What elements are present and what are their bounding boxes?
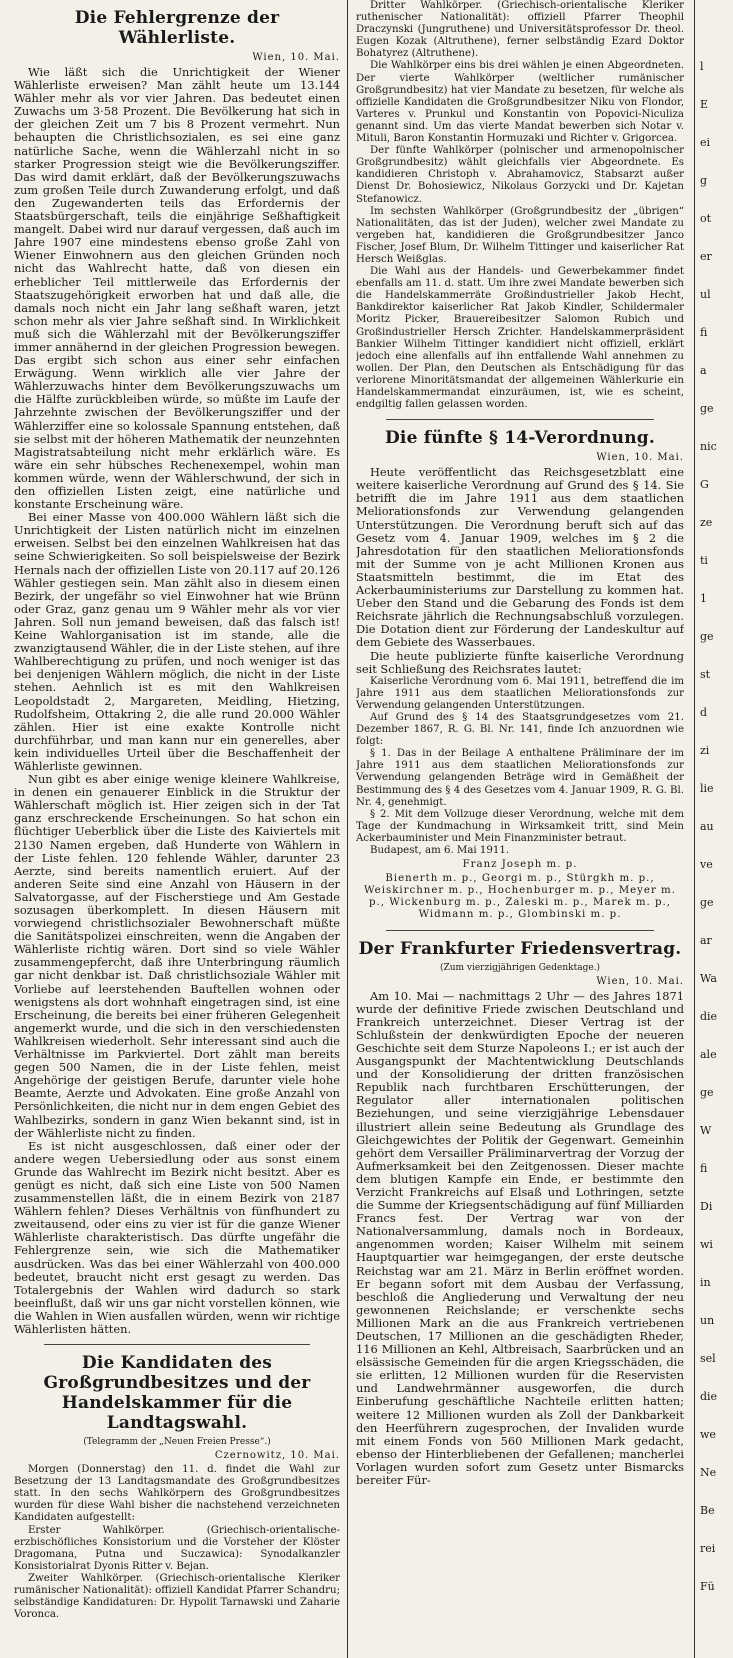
paragraph: Im sechsten Wahlkörper (Großgrundbesitz der „übrigen“ Nationalitäten, das ist der Juden), welcher zwei Mandate zu vergeben hat, kandidieren die Großgrundbesitzer Janco Fischer, Josef Blum, Dr. Wilhelm Tittinger und kaiserlicher Rat Hersch Weißglas. bbox=[356, 205, 684, 265]
clipped-text-fragment: sel bbox=[700, 1352, 716, 1365]
clipped-text-fragment: zi bbox=[700, 744, 710, 757]
article-kandidaten-continued bbox=[356, 0, 684, 411]
dateline: Wien, 10. Mai. bbox=[596, 452, 684, 464]
paragraph: Morgen (Donnerstag) den 11. d. findet die Wahl zur Besetzung der 13 Landtagsmandate des Großgrundbesitzes statt. In den sechs Wahlkörpern des Großgrundbesitzes wurden für diese Wahl bisher die nachstehend verzeichneten Kandidaten aufgestellt: bbox=[14, 1464, 340, 1524]
clipped-text-fragment: un bbox=[700, 1314, 715, 1327]
paragraph: Am 10. Mai — nachmittags 2 Uhr — des Jahres 1871 wurde der definitive Friede zwischen Deutschland und Frankreich unterzeichnet. Dieser Vertrag ist der Schlußstein der denkwürdigten Epoche der neueren Geschichte seit dem Sturze Napoleons I.; er ist auch der Ausgangspunkt der Machtentwicklung Deutschlands und der Konsolidierung der dritten französischen Republik nach furchtbaren Erschütterungen, der Regulator aller internationalen politischen Beziehungen, und seine vierzigjährige Lebensdauer illustriert allein seine Bedeutung als Grundlage des Gleichgewichtes der Politik der Gegenwart. Gemeinhin gehört dem Versailler Präliminarvertrag der Vorzug der Aufmerksamkeit bei den Zeitgenossen. Dieser machte dem blutigen Kampfe ein Ende, er bestimmte den Verzicht Frankreichs auf Elsaß und Lothringen, setzte die Summe der Kriegsentschädigung auf fünf Milliarden Francs fest. Der Vertrag war von der Nationalversammlung, damals noch in Bordeaux, angenommen worden; Kaiser Wilhelm mit seinem Hauptquartier war heimgegangen, der erste deutsche Reichstag war am 21. März in Berlin eröffnet worden. Er begann sofort mit dem Ausbau der Verfassung, beschloß die Angliederung und Verwaltung der neu gewonnenen Reichslande; er verschenkte sechs Millionen Mark an die aus Frankreich vertriebenen Deutschen, 17 Millionen an die geschädigten Rheder, 116 Millionen an Kehl, Altbreisach, Saarbrücken und an elsässische Gemeinden für die argen Kriegsschäden, die sie erlitten, 12 Millionen wurden für die Reservisten und Landwehrmänner ausgeworfen, die durch Einberufung geschäftliche Nachteile erlitten hatten; weitere 12 Millionen wurden als Zoll der Dankbarkeit den Heerführern zugesprochen, der Invaliden wurde mit einem Fonds von 560 Millionen Mark gedacht, ebenso der Hinterbliebenen der Gefallenen; mancherlei Vorlagen wurden sofort zum Gesetz unter Bismarcks bereiter Für- bbox=[356, 988, 684, 1488]
column-rule bbox=[347, 0, 348, 1658]
clipped-text-fragment: we bbox=[700, 1428, 716, 1441]
article-subtitle: (Zum vierzigjährigen Gedenktage.) bbox=[439, 962, 601, 973]
clipped-text-fragment: ti bbox=[700, 554, 708, 567]
clipped-text-fragment: ge bbox=[700, 1086, 714, 1099]
clipped-text-fragment: ale bbox=[700, 1048, 717, 1061]
clipped-text-fragment: ot bbox=[700, 212, 712, 225]
clipped-text-fragment: die bbox=[700, 1010, 718, 1023]
dateline: Czernowitz, 10. Mai. bbox=[214, 1450, 340, 1462]
article-title: Die fünfte § 14-Verordnung. bbox=[384, 428, 656, 449]
paragraph: Heute veröffentlicht das Reichsgesetzblatt eine weitere kaiserliche Verordnung auf Grund des § 14. Sie betrifft die im Jahre 1911 aus dem staatlichen Meliorationsfonds zur Verwendung gelangenden Unterstützungen. Die Verordnung beruft sich auf das Gesetz vom 4. Januar 1909, welches im § 2 die Jahresdotation für den staatlichen Meliorationsfonds mit der Summe von je acht Millionen Kronen aus Staatsmitteln bestimmt, die im Etat des Ackerbauministeriums zur Darstellung zu kommen hat. Ueber den Stand und die Gebarung des Fonds ist dem Reichsrate jährlich die Rechnungsabschluß vorzulegen. Die Dotation dient zur Förderung der Landeskultur auf dem Gebiete des Wasserbaues. bbox=[356, 465, 684, 650]
clipped-text-fragment: g bbox=[700, 174, 708, 187]
clipped-text-fragment: nic bbox=[700, 440, 717, 453]
divider bbox=[386, 419, 654, 420]
clipped-text-fragment: ge bbox=[700, 896, 714, 909]
column-rule bbox=[694, 0, 695, 1658]
clipped-text-fragment: Fü bbox=[700, 1580, 715, 1593]
clipped-text-fragment: ze bbox=[700, 516, 713, 529]
clipped-text-fragment: die bbox=[700, 1390, 718, 1403]
clipped-text-fragment: 1 bbox=[700, 592, 707, 605]
clipped-text-fragment: in bbox=[700, 1276, 711, 1289]
paragraph: § 2. Mit dem Vollzuge dieser Verordnung, welche mit dem Tage der Kundmachung in Wirksamkeit tritt, sind Mein Ackerbauminister und Mein Finanzminister betraut. bbox=[356, 808, 684, 844]
paragraph: Budapest, am 6. Mai 1911. bbox=[370, 845, 510, 856]
clipped-text-fragment: ar bbox=[700, 934, 712, 947]
paragraph: Bei einer Masse von 400.000 Wählern läßt sich die Unrichtigkeit der Listen natürlich nicht im einzelnen erweisen. Selbst bei den einzelnen Wahlkreisen hat das seine Schwierigkeiten. So soll beispielsweise der Bezirk Hernals nach der offiziellen Liste von 20.117 auf 20.126 Wähler gestiegen sein. Man zählt also in diesem einen Bezirk, der ungefähr so viel Einwohner hat wie Brünn oder Graz, ganz genau um 9 Wähler mehr als vor vier Jahren. Soll nun jemand beweisen, daß das falsch ist! Keine Wahlorganisation ist im stande, alle die zwanzigtausend Wähler, die in der Liste stehen, auf ihre Wahlberechtigung zu prüfen, und noch weniger ist das bei denjenigen Wählern möglich, die nicht in der Liste stehen. Aehnlich ist es mit den Wahlkreisen Leopoldstadt 2, Margareten, Meidling, Hietzing, Rudolfsheim, Ottakring 2, die alle rund 20.000 Wähler zählen. Hier ist eine exakte Kontrolle nicht durchführbar, und man kann nur ein generelles, aber kein individuelles Urteil über die Beschaffenheit der Wählerliste gewinnen. bbox=[14, 510, 340, 773]
clipped-text-fragment: Be bbox=[700, 1504, 715, 1517]
clipped-text-fragment: au bbox=[700, 820, 714, 833]
paragraph: Wie läßt sich die Unrichtigkeit der Wiener Wählerliste erweisen? Man zählt heute um 13.144 Wähler mehr als vor vier Jahren. Das bedeutet einen Zuwachs um 3·58 Prozent. Die Bevölkerung hat sich in der gleichen Zeit um 7 bis 8 Prozent vermehrt. Nun behaupten die Christlichsozialen, es sei eine ganz natürliche Sache, wenn die Wählerzahl nicht in so starker Progression steigt wie die Bevölkerungsziffer. Das wird damit erklärt, daß der Bevölkerungszuwachs zum großen Teile durch Zuwanderung erfolgt, und daß den Zugewanderten teils das Erfordernis der Staatsbürgerschaft, teils die einjährige Seßhaftigkeit mangelt. Dabei wird nur darauf vergessen, daß auch im Jahre 1907 eine mindestens ebenso große Zahl von Wiener Einwohnern aus den gleichen Gründen noch nicht das Wahlrecht hatte, daß von diesen ein erheblicher Teil mittlerweile das Erfordernis der Staatszugehörigkeit erworben hat und daß alle, die damals noch nicht ein Jahr lang seßhaft waren, jetzt schon mehr als vier Jahre seßhaft sind. In Wirklichkeit muß sich die Wählerzahl mit der Bevölkerungsziffer immer annähernd in der gleichen Progression bewegen. Das ergibt sich schon aus einer sehr einfachen Erwägung. Wenn wirklich alle vier Jahre der Wählerzuwachs hinter dem Bevölkerungszuwachs um die Hälfte zurückbleiben würde, so müßte im Laufe der Jahrzehnte zwischen der Bevölkerungsziffer und der Wählerziffer eine so kolossale Spannung entstehen, daß sie selbst mit der höheren Mathematik der neunzehnten Magistratsabteilung nicht mehr erklärlich wäre. Es wäre ein sehr hübsches Rechenexempel, wohin man kommen würde, wenn der Wählerschwund, der sich in den offiziellen Listen zeigt, eine natürliche und konstante Erscheinung wäre. bbox=[14, 65, 340, 512]
clipped-text-fragment: E bbox=[700, 98, 709, 111]
clipped-text-fragment: ge bbox=[700, 630, 714, 643]
clipped-text-fragment: ei bbox=[700, 136, 711, 149]
article-paragraph-14 bbox=[356, 428, 684, 921]
paragraph: Erster Wahlkörper. (Griechisch-orientalische-erzbischöfliches Konsistorium und die Vorsteher der Klöster Dragomana, Putna und Suczawica): Synodalkanzler Konsistorialrat Dyonis Ritter v. Bejan. bbox=[14, 1524, 340, 1572]
article-title: Die Fehlergrenze der Wählerliste. bbox=[74, 8, 280, 48]
paragraph: Nun gibt es aber einige wenige kleinere Wahlkreise, in denen ein genauerer Einblick in die Struktur der Wählerschaft möglich ist. Hier zeigen sich in der Tat ganz erschreckende Erscheinungen. So hat schon ein flüchtiger Ueberblick über die Liste des Kaiviertels mit 2130 Namen ergeben, daß Hunderte von Wählern in der Liste fehlen. 120 fehlende Wähler, darunter 23 Aerzte, sind bereits namentlich eruiert. Auf der anderen Seite sind eine Anzahl von Häusern in der Salvatorgasse, auf der Fischerstiege und Am Gestade sozusagen überkomplett. In diesen Häusern mit vorwiegend christlichsozialer Bewohnerschaft müßte die Sanitätspolizei einschreiten, wenn die Angaben der Wählerliste richtig wären. Dort sind so viele Wähler zusammengepfercht, daß ihre Unterbringung räumlich gar nicht denkbar ist. Daß christlichsoziale Wähler mit Vorliebe auf leerstehenden Bauftellen wohnen oder wenigstens als dort wohnhaft eingetragen sind, ist eine Erscheinung, die bereits bei einer früheren Gelegenheit angemerkt wurde, und die sich in den verschiedensten Wahlkreisen wiederholt. Sehr interessant sind auch die Verhältnisse im Parkviertel. Dort zählt man bereits gegen 500 Namen, die in der Liste fehlen, meist Angehörige der geistigen Berufe, darunter viele hohe Beamte, Aerzte und Advokaten. Eine große Anzahl von Persönlichkeiten, die nicht nur in dem engen Gebiet des Wahlbezirks, sondern in ganz Wien bekannt sind, ist in der Wählerliste nicht zu finden. bbox=[14, 772, 340, 1140]
clipped-text-fragment: Di bbox=[700, 1200, 713, 1213]
paragraph: Die Wahlkörper eins bis drei wählen je einen Abgeordneten. Der vierte Wahlkörper (weltlicher rumänischer Großgrundbesitz) hat vier Mandate zu besetzen, für welche als offizielle Kandidaten die Großgrundbesitzer Niku von Flondor, Varteres v. Prunkul und Konstantin von Popovici-Niculiza genannt sind. Um das vierte Mandat bewerben sich Notar v. Mituli, Baron Konstantin Hormuzaki und Richter v. Grigorcea. bbox=[356, 60, 684, 145]
paragraph: Kaiserliche Verordnung vom 6. Mai 1911, betreffend die im Jahre 1911 aus dem staatlichen Meliorationsfonds zur Verwendung gelangenden Unterstützungen. bbox=[356, 675, 684, 711]
clipped-text-fragment: er bbox=[700, 250, 712, 263]
clipped-text-fragment: ve bbox=[700, 858, 713, 871]
paragraph: Dritter Wahlkörper. (Griechisch-orientalische Kleriker ruthenischer Nationalität): offiziell Pfarrer Theophil Draczynski (Jungruthene) und Universitätsprofessor Dr. theol. Eugen Kozak (Altruthene), ferner selbständig Ezard Doktor Bohatyrez (Altruthene). bbox=[356, 0, 684, 60]
middle-column bbox=[356, 0, 684, 1658]
dateline: Wien, 10. Mai. bbox=[596, 975, 684, 987]
clipped-text-fragment: st bbox=[700, 668, 711, 681]
paragraph: Die Wahl aus der Handels- und Gewerbekammer findet ebenfalls am 11. d. statt. Um ihre zwei Mandate bewerben sich die Handelskammerräte Großindustrieller Jakob Hecht, Bankdirektor kaiserlicher Rat Jakob Kindler, Schildermaler Moritz Picker, Brauereibesitzer Salomon Rubich und Großindustrieller Hersch Zrichter. Handelskammerpräsident Bankier Wilhelm Tittinger kandidiert nicht offiziell, erklärt jedoch eine allenfalls auf ihn entfallende Wahl annehmen zu wollen. Der Plan, den Deutschen als Entschädigung für das verlorene Minoritätsmandat der allgemeinen Wählerkurie ein Handelskammermandat einzuräumen, ist, wie es scheint, endgiltig fallen gelassen worden. bbox=[356, 266, 684, 411]
clipped-text-fragment: l bbox=[700, 60, 704, 73]
article-subtitle: (Telegramm der „Neuen Freien Presse“.) bbox=[83, 1437, 271, 1448]
article-friedensvertrag bbox=[356, 939, 684, 1488]
article-fehlergrenze bbox=[14, 8, 340, 1336]
clipped-text-fragment: wi bbox=[700, 1238, 713, 1251]
paragraph: Auf Grund des § 14 des Staatsgrundgesetzes vom 21. Dezember 1867, R. G. Bl. Nr. 141, finde Ich anzuordnen wie folgt: bbox=[356, 711, 684, 748]
clipped-text-fragment: fi bbox=[700, 326, 708, 339]
paragraph: Der fünfte Wahlkörper (polnischer und armenopolnischer Großgrundbesitz) wählt gleichfalls vier Abgeordnete. Es kandidieren Christoph v. Abrahamovicz, Stabsarzt außer Dienst Dr. Bohosiewicz, Nikolaus Gorzycki und Dr. Kajetan Stefanowicz. bbox=[356, 145, 684, 205]
clipped-text-fragment: W bbox=[700, 1124, 712, 1137]
clipped-text-fragment: rei bbox=[700, 1542, 716, 1555]
article-title: Der Frankfurter Friedensvertrag. bbox=[358, 938, 682, 959]
paragraph: § 1. Das in der Beilage A enthaltene Präliminare der im Jahre 1911 aus dem staatlichen Meliorationsfonds zur Verwendung gelangenden Beträge wird in Gemäßheit der Bestimmung des § 4 des Gesetzes vom 4. Januar 1909, R. G. Bl. Nr. 4, genehmigt. bbox=[356, 748, 684, 808]
clipped-text-fragment: Ne bbox=[700, 1466, 717, 1479]
clipped-text-fragment: ul bbox=[700, 288, 711, 301]
signature-emperor: Franz Joseph m. p. bbox=[462, 859, 578, 871]
clipped-text-fragment: fi bbox=[700, 1162, 708, 1175]
divider bbox=[386, 930, 654, 931]
right-column-clipped bbox=[700, 0, 733, 1658]
paragraph: Zweiter Wahlkörper. (Griechisch-orientalische Kleriker rumänischer Nationalität): offiziell Kandidat Pfarrer Schandru; selbständige Kandidaturen: Dr. Hypolit Tarnawski und Zaharie Voronca. bbox=[14, 1572, 340, 1621]
clipped-text-fragment: G bbox=[700, 478, 709, 491]
clipped-text-fragment: a bbox=[700, 364, 707, 377]
clipped-text-fragment: lie bbox=[700, 782, 714, 795]
signature-ministers: Bienerth m. p., Georgi m. p., Stürgkh m. p., Weiskirchner m. p., Hochenburger m. p., Meyer m. p., Wickenburg m. p., Zaleski m. p., Marek m. p., Widmann m. p., Glombinski m. p. bbox=[364, 873, 676, 921]
left-column bbox=[14, 0, 340, 1658]
paragraph: Die heute publizierte fünfte kaiserliche Verordnung seit Schließung des Reichsrates lautet: bbox=[356, 648, 684, 676]
clipped-text-fragment: Wa bbox=[700, 972, 717, 985]
clipped-text-fragment: d bbox=[700, 706, 708, 719]
clipped-text-fragment: ge bbox=[700, 402, 714, 415]
paragraph: Es ist nicht ausgeschlossen, daß einer oder der andere wegen Uebersiedlung oder aus sonst einem Grunde das Wahlrecht im Bezirk nicht besitzt. Aber es genügt es nicht, daß sich eine Liste von 500 Namen zusammenstellen läßt, die in einem Bezirk von 2187 Wählern fehlen? Dieses Verhältnis von fünfhundert zu zweitausend, oder eins zu vier ist für die ganze Wiener Wählerliste charakteristisch. Das dürfte ungefähr die Fehlergrenze sein, wie sich die Mathematiker ausdrücken. Was das bei einer Wählerzahl von 400.000 bedeutet, braucht nicht erst gesagt zu werden. Das Totalergebnis der Wahlen wird dadurch so stark beeinflußt, daß wir uns gar nicht vorstellen können, wie die Wahlen in Wien ausfallen würden, wenn wir richtige Wählerlisten hätten. bbox=[14, 1138, 340, 1336]
article-kandidaten bbox=[14, 1353, 340, 1621]
dateline: Wien, 10. Mai. bbox=[252, 52, 340, 63]
article-title: Die Kandidaten des Großgrundbesitzes und der Handelskammer für die Landtagswahl. bbox=[43, 1353, 311, 1434]
divider bbox=[44, 1344, 310, 1345]
